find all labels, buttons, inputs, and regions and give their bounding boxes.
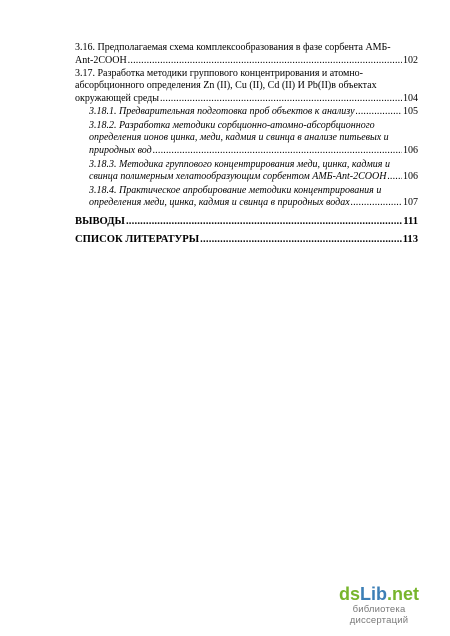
dslib-watermark[interactable] bbox=[324, 584, 434, 626]
toc-page-number: 105 bbox=[403, 106, 418, 118]
leader-dots bbox=[351, 197, 402, 210]
logo-net: .net bbox=[387, 584, 420, 604]
toc-entry-references[interactable] bbox=[75, 233, 418, 246]
toc-entry-text: окружающей среды bbox=[75, 93, 159, 105]
toc-page-number: 106 bbox=[403, 145, 418, 157]
toc-page-number: 104 bbox=[403, 93, 418, 105]
toc-entry-3-18-1[interactable] bbox=[75, 106, 418, 119]
leader-dots bbox=[387, 171, 402, 184]
toc-entry-3-17[interactable] bbox=[75, 68, 418, 106]
toc-entry-text: 3.18.2. Разработка методики сорбционно-атомно-абсорбционного bbox=[89, 119, 375, 131]
toc-entry-3-18-4[interactable] bbox=[75, 185, 418, 210]
toc-page-number: 106 bbox=[403, 171, 418, 183]
toc-entry-3-18-2[interactable] bbox=[75, 120, 418, 158]
logo-ds: ds bbox=[338, 584, 360, 604]
toc-entry-text: 3.18.1. Предварительная подготовка проб объектов к анализу bbox=[89, 106, 355, 118]
toc-entry-text: 3.18.4. Практическое апробирование методики концентрирования и bbox=[89, 184, 382, 196]
leader-dots bbox=[200, 233, 402, 246]
dslib-logo bbox=[324, 584, 434, 604]
toc-page-number: 111 bbox=[403, 215, 418, 227]
toc-entry-text: ВЫВОДЫ bbox=[75, 215, 125, 227]
toc-page-number: 102 bbox=[403, 54, 418, 66]
logo-lib: Lib bbox=[360, 584, 387, 604]
toc-entry-text: 3.16. Предполагаемая схема комплексообразования в фазе сорбента АМБ- bbox=[75, 42, 391, 53]
watermark-subtitle: библиотека диссертаций bbox=[349, 604, 409, 626]
toc-entry-text: определения меди, цинка, кадмия и свинца в природных водах bbox=[89, 197, 350, 209]
leader-dots bbox=[153, 145, 402, 158]
leader-dots bbox=[160, 93, 402, 106]
toc-entry-text: Ant-2COOH bbox=[75, 54, 127, 66]
toc-entry-text: природных вод bbox=[89, 145, 152, 157]
toc-entry-text: свинца полимерным хелатообразующим сорбентом АМБ-Ant-2COOH bbox=[89, 171, 387, 183]
toc-entry-text: СПИСОК ЛИТЕРАТУРЫ bbox=[75, 233, 200, 245]
toc-page-number: 113 bbox=[402, 233, 418, 245]
table-of-contents bbox=[75, 42, 418, 246]
toc-entry-text: 3.17. Разработка методики группового концентрирования и атомно- bbox=[75, 67, 364, 79]
toc-entry-text: определения ионов цинка, меди, кадмия и свинца в анализе питьевых и bbox=[89, 132, 389, 144]
toc-entry-text: абсорбционного определения Zn (II), Cu (II), Cd (II) И Pb(II)в объектах bbox=[75, 80, 377, 92]
toc-entry-conclusions[interactable] bbox=[75, 215, 418, 228]
toc-entry-3-18-3[interactable] bbox=[75, 159, 418, 184]
toc-entry-text: 3.18.3. Методика группового концентрирования меди, цинка, кадмия и bbox=[89, 158, 390, 170]
toc-page-number: 107 bbox=[403, 197, 418, 209]
leader-dots bbox=[128, 55, 402, 68]
toc-entry-3-16[interactable] bbox=[75, 42, 418, 67]
leader-dots bbox=[356, 106, 402, 119]
leader-dots bbox=[126, 215, 402, 228]
